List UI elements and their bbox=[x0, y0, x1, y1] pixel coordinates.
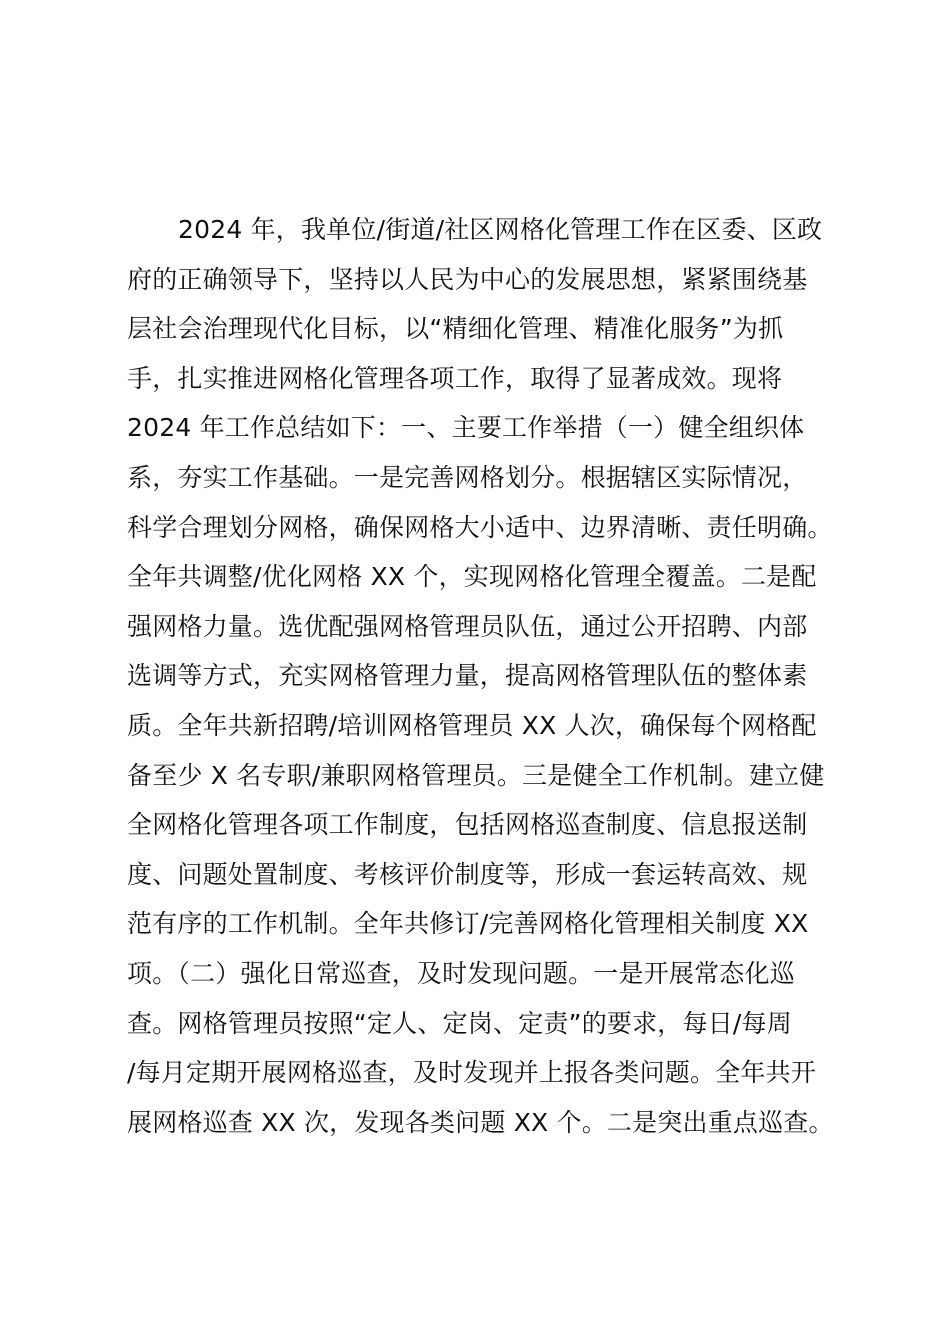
paragraph-line: 范有序的工作机制。全年共修订/完善网格化管理相关制度 XX bbox=[127, 909, 809, 939]
paragraph-line: 全网格化管理各项工作制度，包括网格巡查制度、信息报送制 bbox=[127, 810, 808, 840]
paragraph-line: 层社会治理现代化目标，以“精细化管理、精准化服务”为抓 bbox=[127, 314, 784, 344]
paragraph-line: 系，夯实工作基础。一是完善网格划分。根据辖区实际情况， bbox=[127, 462, 808, 492]
paragraph-line: 查。网格管理员按照“定人、定岗、定责”的要求，每日/每周 bbox=[127, 1008, 792, 1038]
paragraph-line: 度、问题处置制度、考核评价制度等，形成一套运转高效、规 bbox=[127, 859, 808, 889]
paragraph-line: 2024 年，我单位/街道/社区网格化管理工作在区委、区政 bbox=[178, 215, 823, 244]
paragraph-line: 强网格力量。选优配强网格管理员队伍，通过公开招聘、内部 bbox=[127, 611, 808, 641]
document-body bbox=[127, 205, 847, 1147]
paragraph-line: 备至少 X 名专职/兼职网格管理员。三是健全工作机制。建立健 bbox=[127, 760, 825, 790]
paragraph-line: 质。全年共新招聘/培训网格管理员 XX 人次，确保每个网格配 bbox=[127, 710, 817, 740]
paragraph-line: 手，扎实推进网格化管理各项工作，取得了显著成效。现将 bbox=[127, 363, 783, 393]
paragraph-line: 选调等方式，充实网格管理力量，提高网格管理队伍的整体素 bbox=[127, 661, 808, 691]
paragraph-line: 科学合理划分网格，确保网格大小适中、边界清晰、责任明确。 bbox=[127, 512, 833, 542]
paragraph-line: 展网格巡查 XX 次，发现各类问题 XX 个。二是突出重点巡查。 bbox=[127, 1107, 834, 1137]
paragraph-line: /每月定期开展网格巡查，及时发现并上报各类问题。全年共开 bbox=[127, 1058, 817, 1088]
paragraph-line: 全年共调整/优化网格 XX 个，实现网格化管理全覆盖。二是配 bbox=[127, 562, 817, 592]
paragraph-line: 2024 年工作总结如下：一、主要工作举措（一）健全组织体 bbox=[127, 413, 805, 443]
paragraph-line: 项。（二）强化日常巡查，及时发现问题。一是开展常态化巡 bbox=[127, 958, 795, 988]
paragraph-line: 府的正确领导下，坚持以人民为中心的发展思想，紧紧围绕基 bbox=[127, 264, 808, 294]
